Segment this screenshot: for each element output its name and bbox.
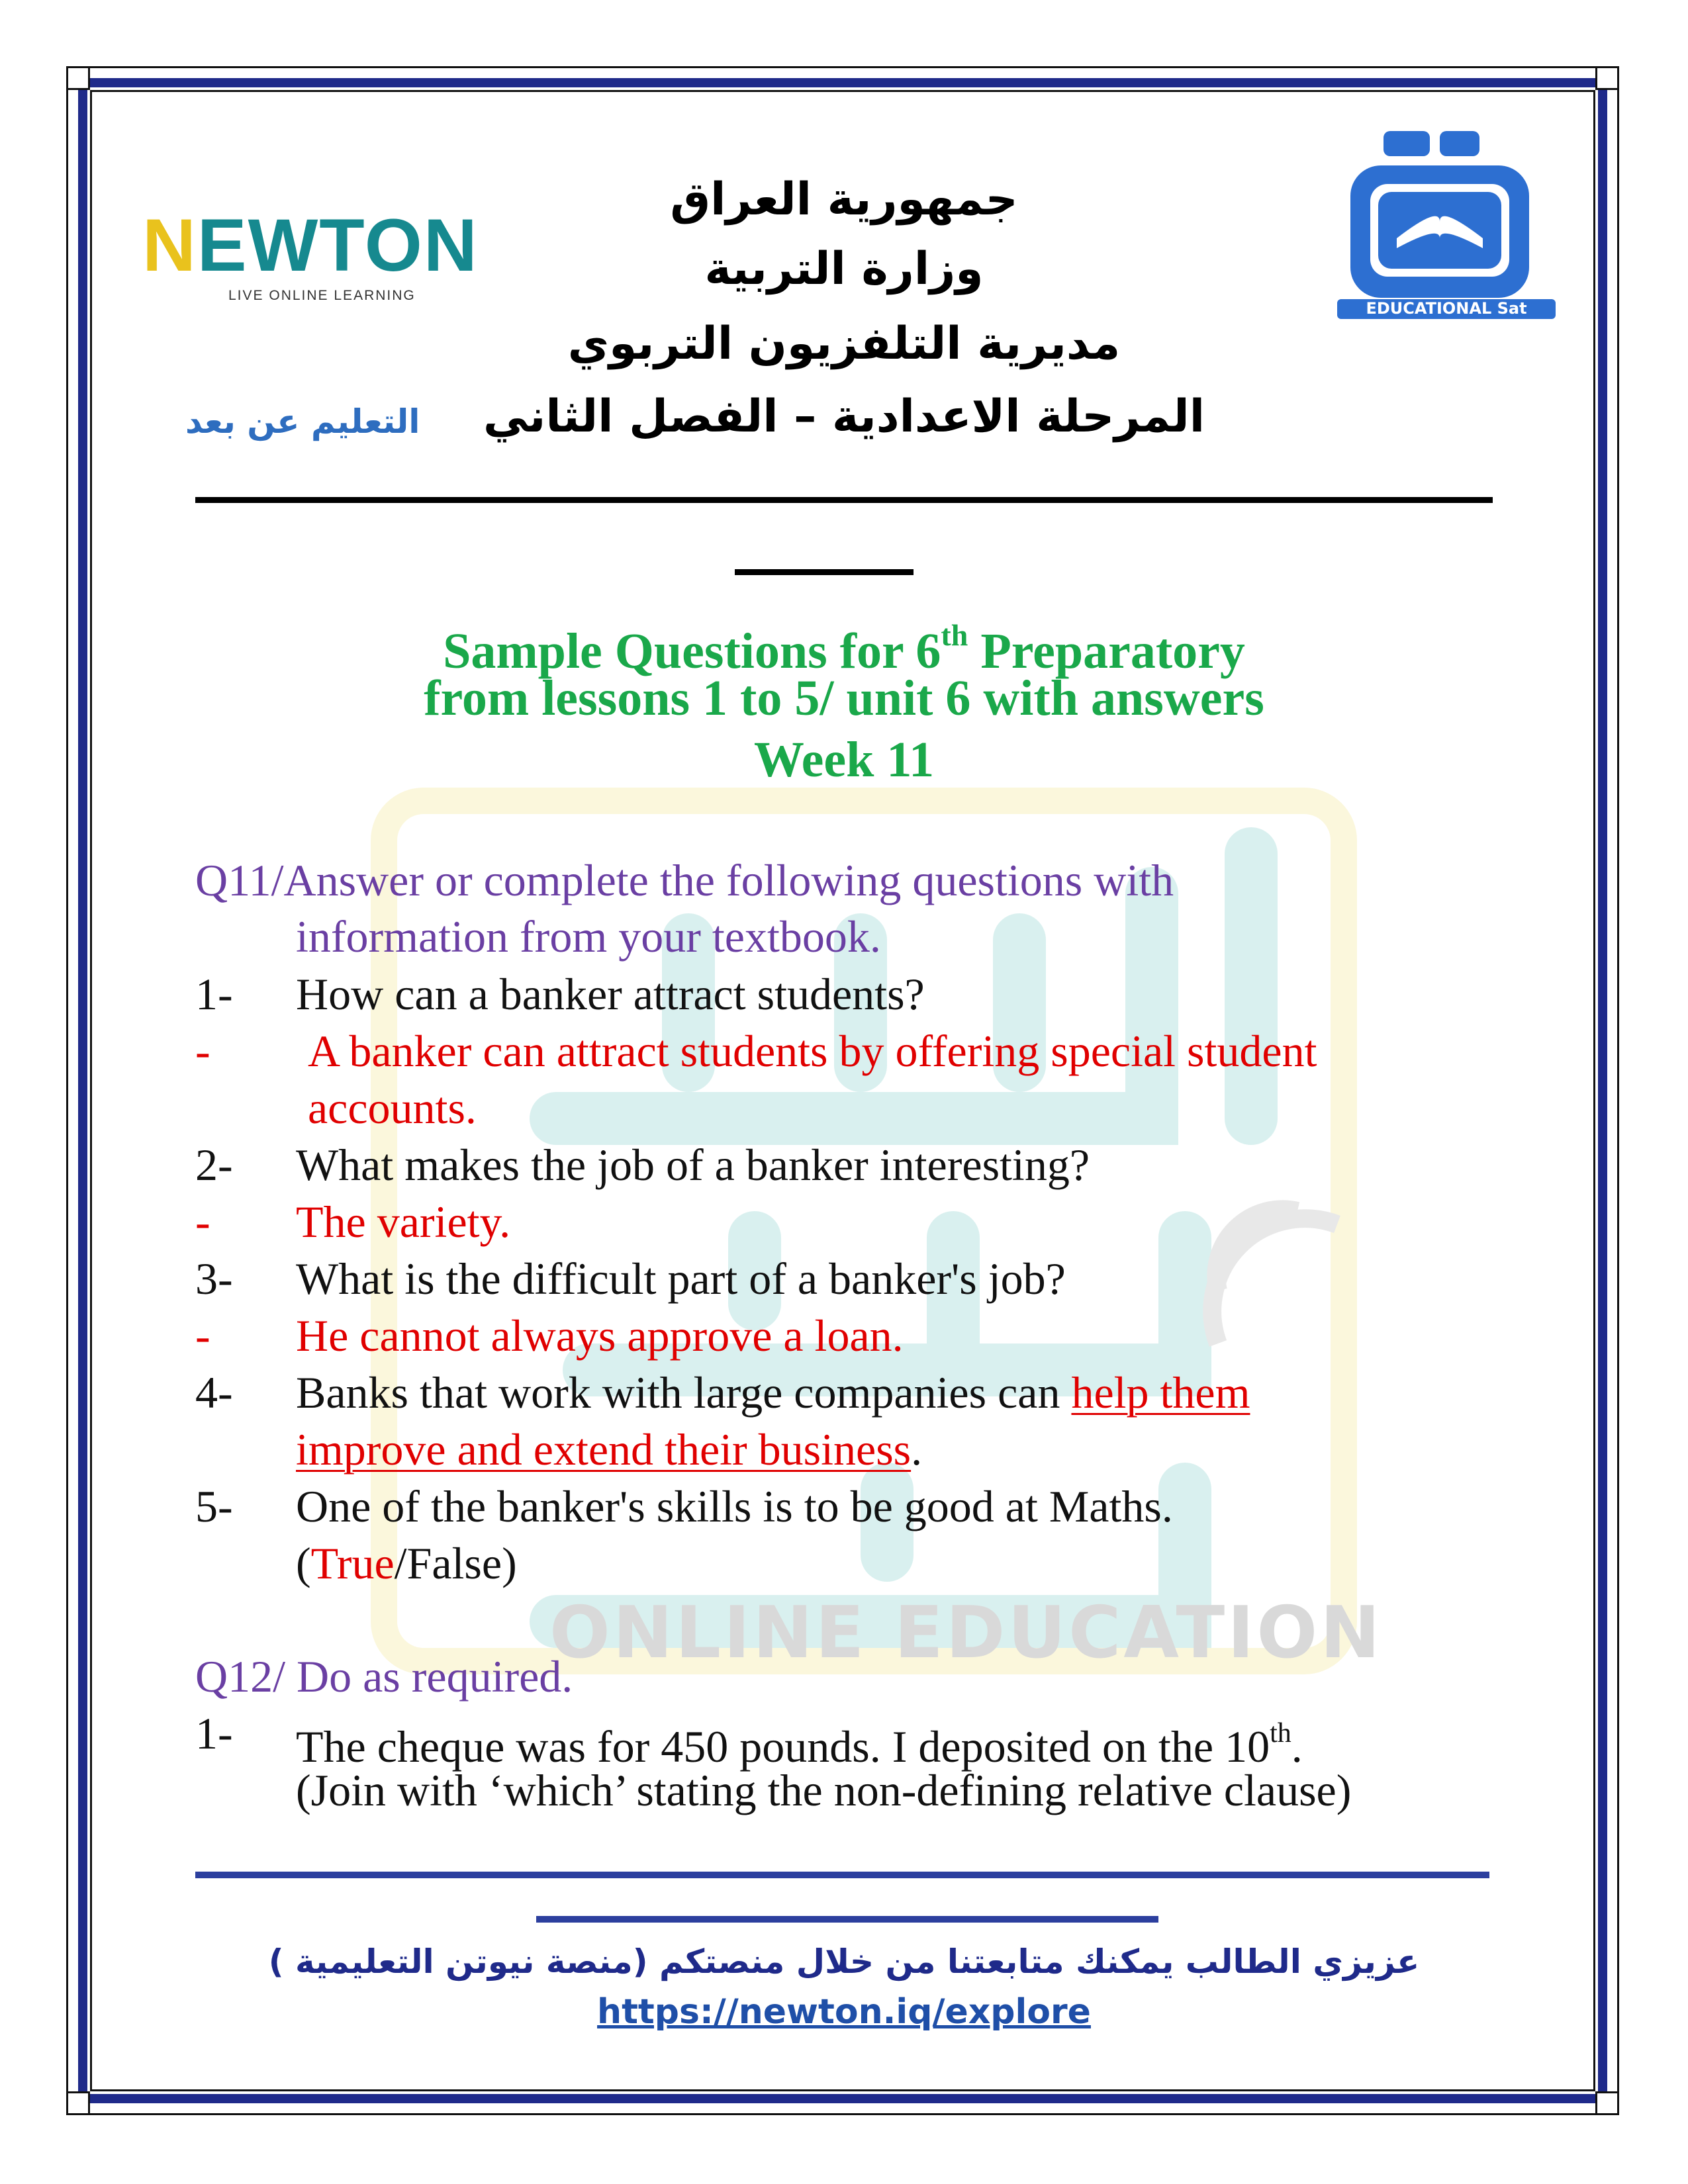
- arabic-header-line-1: جمهورية العراق: [670, 173, 1018, 226]
- q11-item-5-text: One of the banker's skills is to be good at Maths.: [296, 1481, 1173, 1531]
- q11-item-4-answer: help them: [1071, 1367, 1250, 1418]
- title-superscript: th: [941, 618, 968, 652]
- q11-item-4-text: [296, 1366, 1250, 1419]
- q11-heading-cont: information from your textbook.: [296, 911, 881, 962]
- q11-item-4-number: 4-: [195, 1367, 233, 1418]
- q11-item-3-dash: -: [195, 1310, 211, 1361]
- footer-divider: [195, 1872, 1489, 1878]
- arabic-header-line-2: وزارة التربية: [704, 243, 984, 295]
- newton-tagline: LIVE ONLINE LEARNING: [228, 288, 416, 303]
- footer-divider-short: [536, 1916, 1158, 1923]
- q11-item-5-answer: True: [310, 1538, 395, 1588]
- border-corner: [66, 66, 90, 90]
- q11-item-3-question: What is the difficult part of a banker's job?: [296, 1253, 1066, 1304]
- educational-sat-logo: [1337, 126, 1556, 324]
- border-corner: [1595, 66, 1619, 90]
- footer-arabic-text: عزيزي الطالب يمكنك متابعتنا من خلال منصتكم (منصة نيوتن التعليمية ): [268, 1942, 1420, 1981]
- q11-item-4-prompt: Banks that work with large companies can: [296, 1367, 1072, 1418]
- q11-item-1-dash: -: [195, 1026, 211, 1076]
- watermark-text: ONLINE EDUCATION: [549, 1592, 1383, 1674]
- q12-item-1-superscript: th: [1270, 1718, 1291, 1749]
- footer-link[interactable]: https://newton.iq/explore: [597, 1992, 1091, 2032]
- border-corner: [66, 2091, 90, 2115]
- q12-item-1-text-a: The cheque was for 450 pounds. I deposited on the 10: [296, 1721, 1270, 1772]
- q11-item-3-number: 3-: [195, 1253, 233, 1304]
- arabic-header-line-4: المرحلة الاعدادية – الفصل الثاني: [483, 390, 1205, 443]
- q11-item-1-question: How can a banker attract students?: [296, 969, 925, 1019]
- q11-item-2-question: What makes the job of a banker interesting?: [296, 1140, 1090, 1190]
- q11-item-2-answer: The variety.: [296, 1197, 511, 1247]
- title-line-1-b: Preparatory: [968, 623, 1245, 679]
- q11-item-1-answer: A banker can attract students by offering special student: [308, 1026, 1317, 1076]
- border-corner: [1595, 2091, 1619, 2115]
- title-line-1-a: Sample Questions for 6: [443, 623, 941, 679]
- q11-item-5-number: 5-: [195, 1481, 233, 1531]
- newton-logo-n: N: [142, 204, 197, 287]
- header-divider: [195, 497, 1493, 503]
- title-line-2: from lessons 1 to 5/ unit 6 with answers: [424, 670, 1264, 726]
- newton-logo-rest: EWTON: [197, 204, 479, 287]
- distance-learning-label: التعليم عن بعد: [185, 402, 420, 441]
- q12-item-1-number: 1-: [195, 1708, 233, 1758]
- q11-item-4-answer-cont: improve and extend their business: [296, 1424, 912, 1475]
- q11-item-3-answer: He cannot always approve a loan.: [296, 1310, 904, 1361]
- q11-item-5-options: [296, 1537, 517, 1590]
- q11-item-1-answer-cont: accounts.: [308, 1083, 477, 1133]
- q11-heading: Q11/Answer or complete the following questions with: [195, 855, 1174, 905]
- q11-item-5-rest: /False): [394, 1538, 517, 1588]
- q11-item-2-number: 2-: [195, 1140, 233, 1190]
- q11-item-4-text-cont: [296, 1423, 922, 1476]
- q12-item-1-instruction: (Join with ‘which’ stating the non-defining relative clause): [296, 1765, 1352, 1815]
- title-line-3: Week 11: [753, 732, 935, 788]
- q11-item-5-open: (: [296, 1538, 311, 1588]
- edu-logo-text: EDUCATIONAL Sat: [1366, 299, 1527, 318]
- q11-item-1-number: 1-: [195, 969, 233, 1019]
- q12-item-1-text: [296, 1707, 1303, 1773]
- q11-item-2-dash: -: [195, 1197, 211, 1247]
- q12-heading: Q12/ Do as required.: [195, 1651, 573, 1702]
- q12-item-1-text-b: .: [1291, 1721, 1303, 1772]
- q11-item-4-period: .: [911, 1424, 923, 1475]
- short-divider: [735, 569, 914, 575]
- arabic-header-line-3: مديرية التلفزيون التربوي: [567, 318, 1121, 370]
